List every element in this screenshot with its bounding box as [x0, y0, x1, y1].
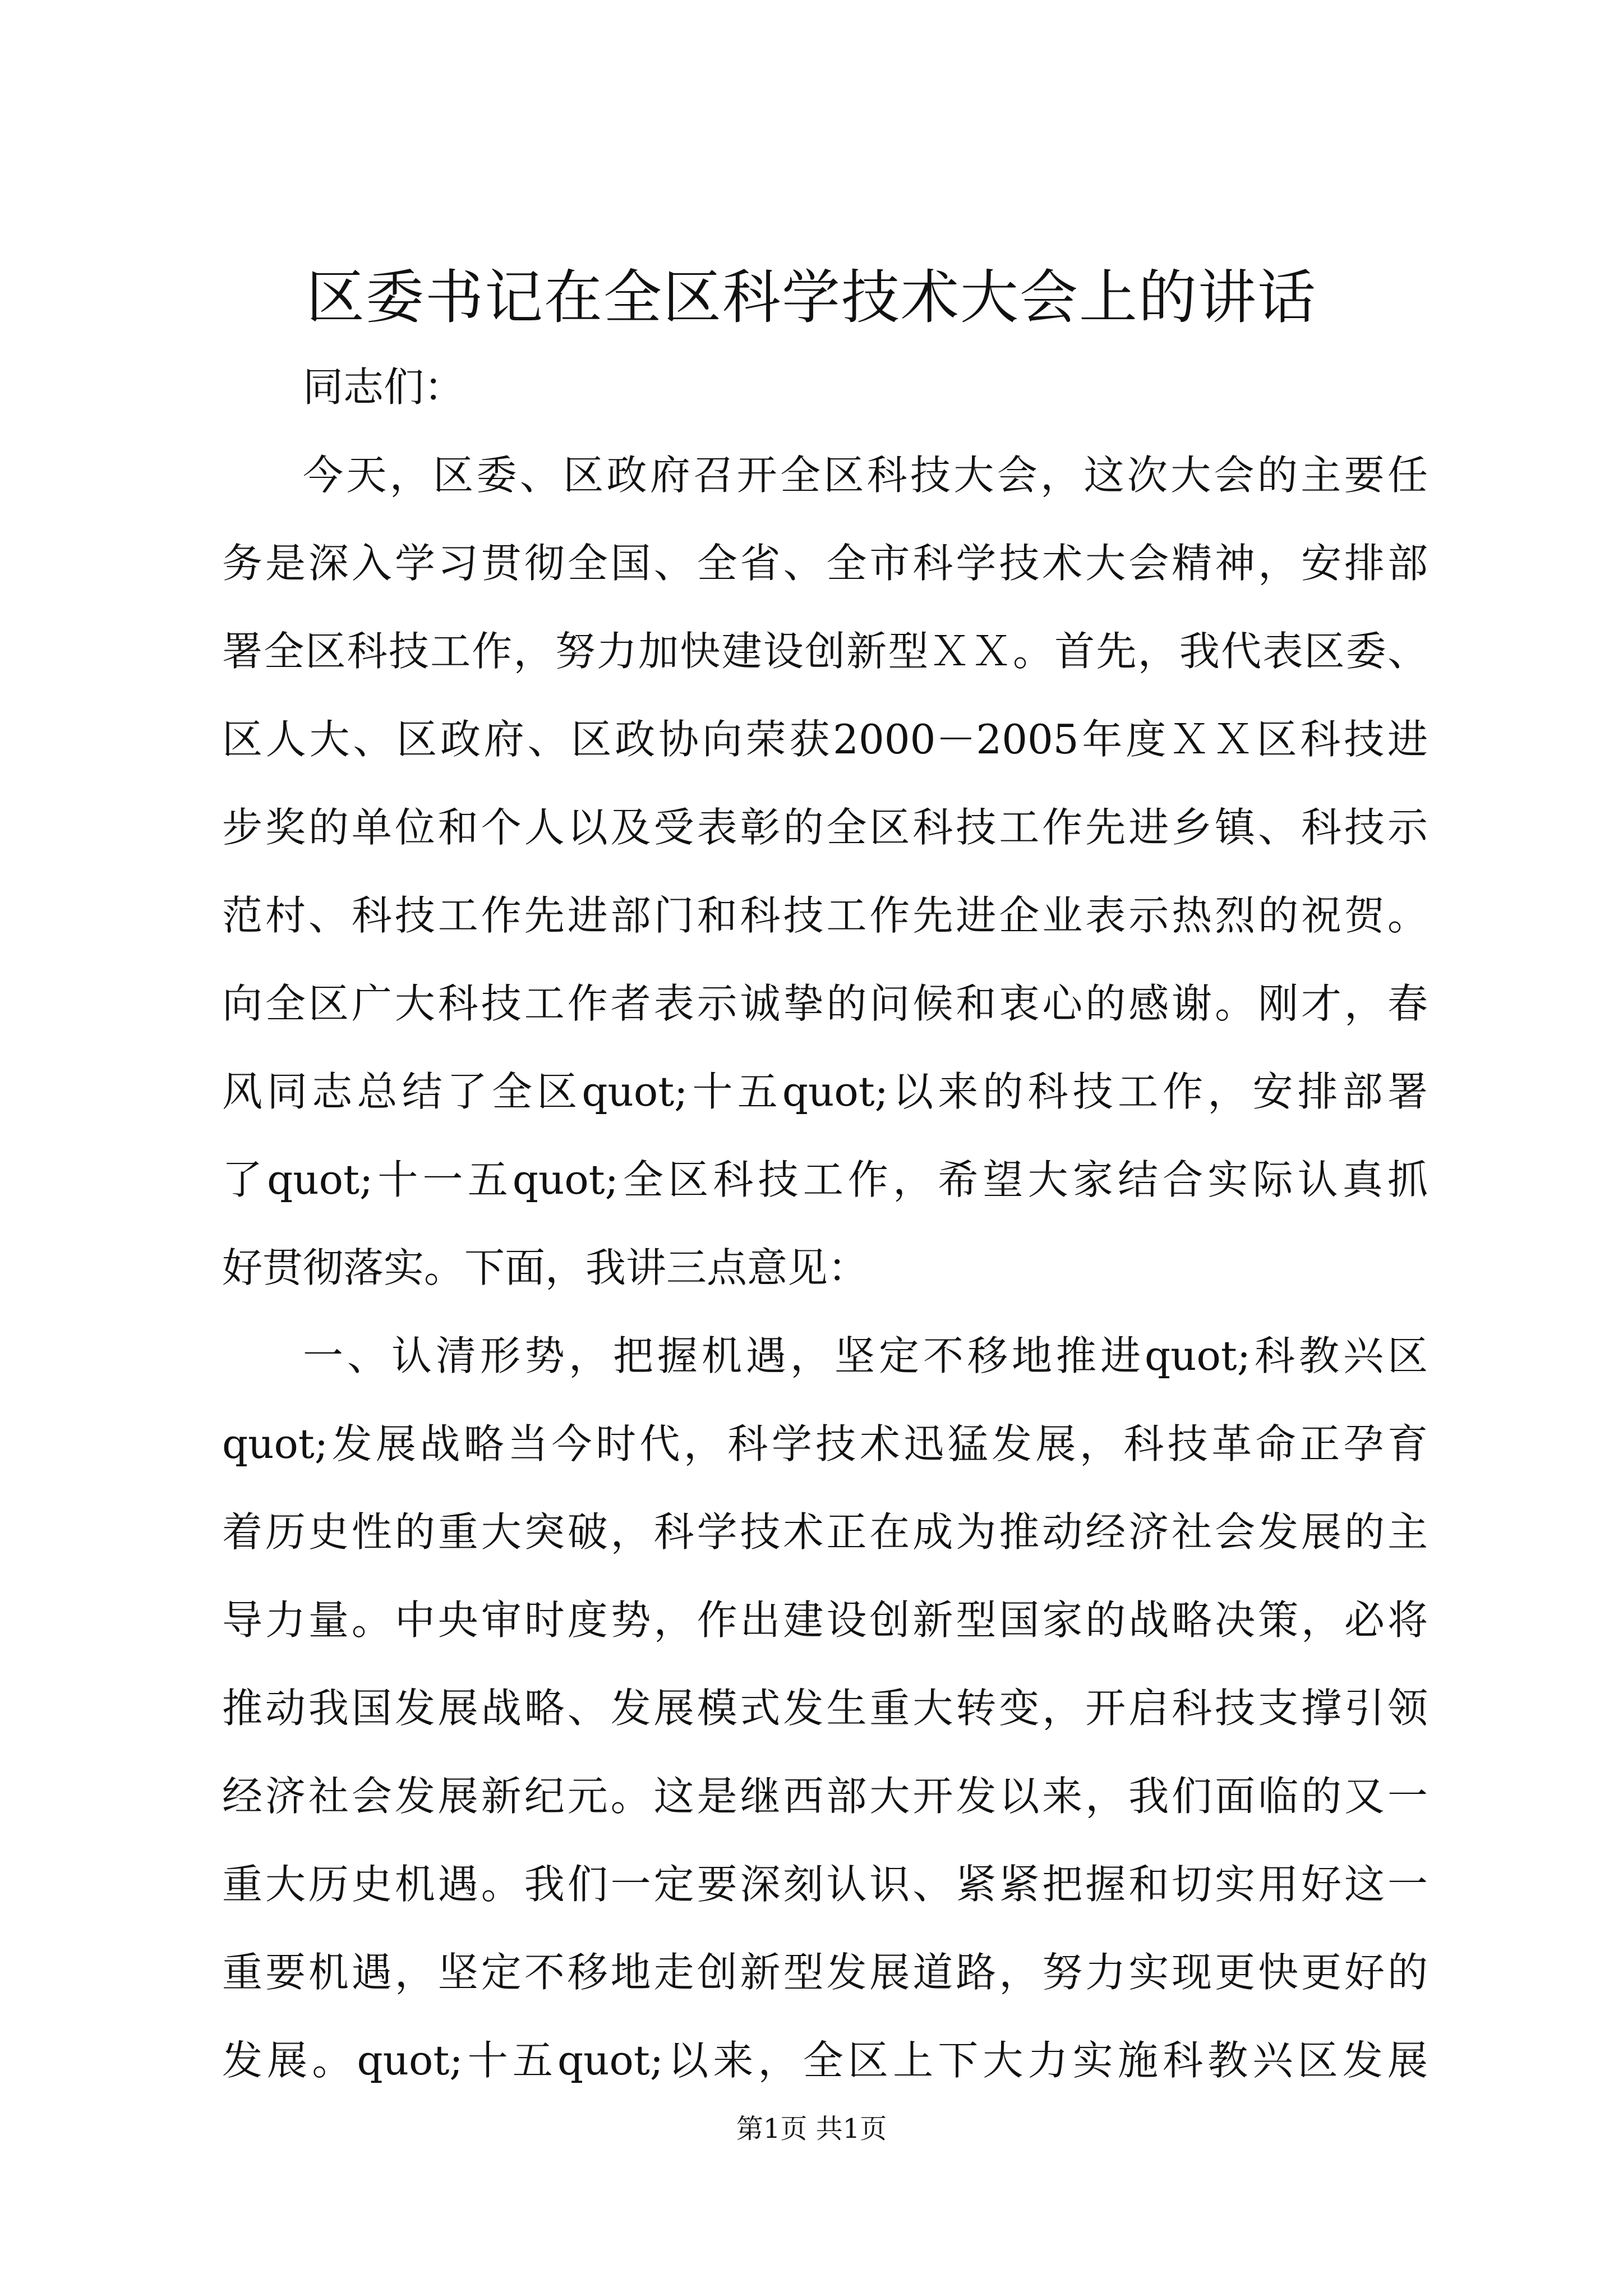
- paragraph-line: quot;发展战略当今时代，科学技术迅猛发展，科技革命正孕育: [222, 1420, 1428, 1467]
- salutation-line: 同志们：: [303, 364, 465, 411]
- paragraph-line: 发展。quot;十五quot;以来，全区上下大力实施科教兴区发展: [222, 2037, 1428, 2084]
- paragraph-line: 今天，区委、区政府召开全区科技大会，这次大会的主要任: [303, 452, 1428, 499]
- paragraph-line: 了quot;十一五quot;全区科技工作，希望大家结合实际认真抓: [222, 1156, 1428, 1203]
- paragraph-line: 署全区科技工作，努力加快建设创新型ＸＸ。首先，我代表区委、: [222, 628, 1428, 675]
- page-footer: 第1页 共1页: [736, 2113, 887, 2145]
- paragraph-line: 好贯彻落实。下面，我讲三点意见：: [222, 1244, 869, 1291]
- paragraph-line: 区人大、区政府、区政协向荣获2000－2005年度ＸＸ区科技进: [222, 716, 1428, 763]
- paragraph-line: 着历史性的重大突破，科学技术正在成为推动经济社会发展的主: [222, 1508, 1428, 1556]
- paragraph-line: 范村、科技工作先进部门和科技工作先进企业表示热烈的祝贺。: [222, 892, 1428, 939]
- paragraph-line: 向全区广大科技工作者表示诚挚的问候和衷心的感谢。刚才，春: [222, 980, 1428, 1027]
- paragraph-line: 步奖的单位和个人以及受表彰的全区科技工作先进乡镇、科技示: [222, 804, 1428, 851]
- section-heading-line: 一、认清形势，把握机遇，坚定不移地推进quot;科教兴区: [303, 1332, 1428, 1379]
- document-title: 区委书记在全区科学技术大会上的讲话: [306, 263, 1317, 332]
- paragraph-line: 推动我国发展战略、发展模式发生重大转变，开启科技支撑引领: [222, 1685, 1428, 1732]
- paragraph-line: 重要机遇，坚定不移地走创新型发展道路，努力实现更快更好的: [222, 1949, 1428, 1996]
- document-body: [222, 343, 1428, 2105]
- paragraph-line: 导力量。中央审时度势，作出建设创新型国家的战略决策，必将: [222, 1596, 1428, 1644]
- paragraph-line: 务是深入学习贯彻全国、全省、全市科学技术大会精神，安排部: [222, 540, 1428, 587]
- paragraph-line: 重大历史机遇。我们一定要深刻认识、紧紧把握和切实用好这一: [222, 1861, 1428, 1908]
- paragraph-line: 风同志总结了全区quot;十五quot;以来的科技工作，安排部署: [222, 1068, 1428, 1115]
- paragraph-line: 经济社会发展新纪元。这是继西部大开发以来，我们面临的又一: [222, 1773, 1428, 1820]
